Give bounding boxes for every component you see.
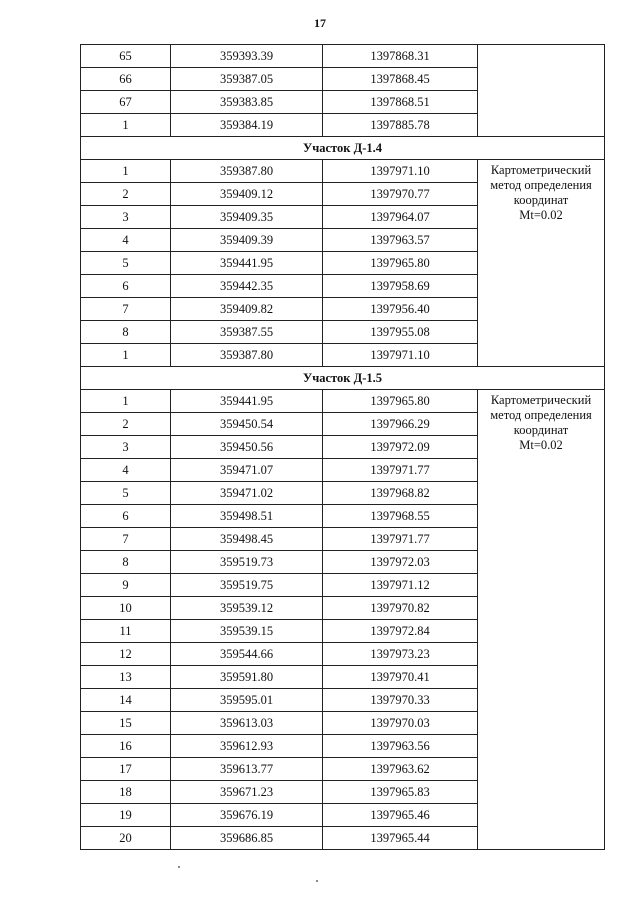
point-number-cell: 20 — [81, 827, 171, 850]
y-coordinate-cell: 1397963.62 — [323, 758, 478, 781]
x-coordinate-cell: 359519.75 — [171, 574, 323, 597]
y-coordinate-cell: 1397868.31 — [323, 45, 478, 68]
x-coordinate-cell: 359613.03 — [171, 712, 323, 735]
y-coordinate-cell: 1397970.41 — [323, 666, 478, 689]
x-coordinate-cell: 359613.77 — [171, 758, 323, 781]
point-number-cell: 2 — [81, 413, 171, 436]
x-coordinate-cell: 359471.07 — [171, 459, 323, 482]
point-number-cell: 1 — [81, 390, 171, 413]
point-number-cell: 12 — [81, 643, 171, 666]
point-number-cell: 7 — [81, 298, 171, 321]
x-coordinate-cell: 359441.95 — [171, 390, 323, 413]
y-coordinate-cell: 1397971.77 — [323, 459, 478, 482]
y-coordinate-cell: 1397965.83 — [323, 781, 478, 804]
y-coordinate-cell: 1397868.45 — [323, 68, 478, 91]
x-coordinate-cell: 359612.93 — [171, 735, 323, 758]
x-coordinate-cell: 359686.85 — [171, 827, 323, 850]
point-number-cell: 6 — [81, 275, 171, 298]
x-coordinate-cell: 359591.80 — [171, 666, 323, 689]
x-coordinate-cell: 359409.82 — [171, 298, 323, 321]
scan-speck — [178, 866, 180, 868]
x-coordinate-cell: 359387.55 — [171, 321, 323, 344]
x-coordinate-cell: 359595.01 — [171, 689, 323, 712]
empty-method-cell — [478, 45, 605, 137]
y-coordinate-cell: 1397965.80 — [323, 390, 478, 413]
method-text: координат — [513, 193, 569, 207]
point-number-cell: 4 — [81, 229, 171, 252]
coordinates-table — [80, 44, 605, 850]
point-number-cell: 8 — [81, 551, 171, 574]
point-number-cell: 67 — [81, 91, 171, 114]
x-coordinate-cell: 359676.19 — [171, 804, 323, 827]
y-coordinate-cell: 1397958.69 — [323, 275, 478, 298]
point-number-cell: 3 — [81, 206, 171, 229]
point-number-cell: 1 — [81, 160, 171, 183]
y-coordinate-cell: 1397971.10 — [323, 160, 478, 183]
point-number-cell: 1 — [81, 344, 171, 367]
point-number-cell: 18 — [81, 781, 171, 804]
point-number-cell: 17 — [81, 758, 171, 781]
table-row — [81, 160, 605, 183]
x-coordinate-cell: 359393.39 — [171, 45, 323, 68]
x-coordinate-cell: 359387.05 — [171, 68, 323, 91]
x-coordinate-cell: 359498.45 — [171, 528, 323, 551]
y-coordinate-cell: 1397971.77 — [323, 528, 478, 551]
point-number-cell: 65 — [81, 45, 171, 68]
point-number-cell: 19 — [81, 804, 171, 827]
x-coordinate-cell: 359671.23 — [171, 781, 323, 804]
x-coordinate-cell: 359384.19 — [171, 114, 323, 137]
point-number-cell: 13 — [81, 666, 171, 689]
point-number-cell: 3 — [81, 436, 171, 459]
point-number-cell: 6 — [81, 505, 171, 528]
y-coordinate-cell: 1397965.44 — [323, 827, 478, 850]
y-coordinate-cell: 1397885.78 — [323, 114, 478, 137]
method-text: метод определения — [490, 408, 592, 422]
y-coordinate-cell: 1397972.84 — [323, 620, 478, 643]
y-coordinate-cell: 1397965.46 — [323, 804, 478, 827]
point-number-cell: 10 — [81, 597, 171, 620]
y-coordinate-cell: 1397970.82 — [323, 597, 478, 620]
y-coordinate-cell: 1397964.07 — [323, 206, 478, 229]
scan-speck — [316, 880, 318, 882]
y-coordinate-cell: 1397868.51 — [323, 91, 478, 114]
y-coordinate-cell: 1397968.55 — [323, 505, 478, 528]
y-coordinate-cell: 1397966.29 — [323, 413, 478, 436]
y-coordinate-cell: 1397972.03 — [323, 551, 478, 574]
y-coordinate-cell: 1397970.77 — [323, 183, 478, 206]
page-number: 17 — [314, 16, 326, 30]
point-number-cell: 16 — [81, 735, 171, 758]
x-coordinate-cell: 359442.35 — [171, 275, 323, 298]
point-number-cell: 5 — [81, 252, 171, 275]
table-row — [81, 45, 605, 68]
x-coordinate-cell: 359519.73 — [171, 551, 323, 574]
x-coordinate-cell: 359544.66 — [171, 643, 323, 666]
x-coordinate-cell: 359441.95 — [171, 252, 323, 275]
x-coordinate-cell: 359383.85 — [171, 91, 323, 114]
x-coordinate-cell: 359471.02 — [171, 482, 323, 505]
y-coordinate-cell: 1397970.33 — [323, 689, 478, 712]
x-coordinate-cell: 359498.51 — [171, 505, 323, 528]
point-number-cell: 9 — [81, 574, 171, 597]
section-title: Участок Д-1.4 — [81, 137, 605, 160]
x-coordinate-cell: 359450.54 — [171, 413, 323, 436]
method-text: Картометрический — [490, 163, 592, 177]
point-number-cell: 7 — [81, 528, 171, 551]
point-number-cell: 14 — [81, 689, 171, 712]
y-coordinate-cell: 1397955.08 — [323, 321, 478, 344]
x-coordinate-cell: 359387.80 — [171, 160, 323, 183]
y-coordinate-cell: 1397973.23 — [323, 643, 478, 666]
y-coordinate-cell: 1397963.57 — [323, 229, 478, 252]
y-coordinate-cell: 1397963.56 — [323, 735, 478, 758]
y-coordinate-cell: 1397965.80 — [323, 252, 478, 275]
x-coordinate-cell: 359409.12 — [171, 183, 323, 206]
point-number-cell: 5 — [81, 482, 171, 505]
y-coordinate-cell: 1397968.82 — [323, 482, 478, 505]
y-coordinate-cell: 1397956.40 — [323, 298, 478, 321]
method-text: координат — [513, 423, 569, 437]
x-coordinate-cell: 359387.80 — [171, 344, 323, 367]
method-text: метод определения — [490, 178, 592, 192]
x-coordinate-cell: 359409.39 — [171, 229, 323, 252]
x-coordinate-cell: 359409.35 — [171, 206, 323, 229]
x-coordinate-cell: 359450.56 — [171, 436, 323, 459]
point-number-cell: 11 — [81, 620, 171, 643]
x-coordinate-cell: 359539.12 — [171, 597, 323, 620]
y-coordinate-cell: 1397972.09 — [323, 436, 478, 459]
x-coordinate-cell: 359539.15 — [171, 620, 323, 643]
table-row — [81, 390, 605, 413]
y-coordinate-cell: 1397971.10 — [323, 344, 478, 367]
coordinates-table-body — [81, 45, 605, 850]
section-title: Участок Д-1.5 — [81, 367, 605, 390]
point-number-cell: 1 — [81, 114, 171, 137]
method-cell — [478, 390, 605, 850]
method-text: Mt=0.02 — [519, 208, 563, 222]
method-text: Картометрический — [490, 393, 592, 407]
point-number-cell: 15 — [81, 712, 171, 735]
method-text: Mt=0.02 — [519, 438, 563, 452]
y-coordinate-cell: 1397971.12 — [323, 574, 478, 597]
point-number-cell: 8 — [81, 321, 171, 344]
point-number-cell: 66 — [81, 68, 171, 91]
section-header-row — [81, 367, 605, 390]
point-number-cell: 4 — [81, 459, 171, 482]
method-cell — [478, 160, 605, 367]
y-coordinate-cell: 1397970.03 — [323, 712, 478, 735]
point-number-cell: 2 — [81, 183, 171, 206]
section-header-row — [81, 137, 605, 160]
